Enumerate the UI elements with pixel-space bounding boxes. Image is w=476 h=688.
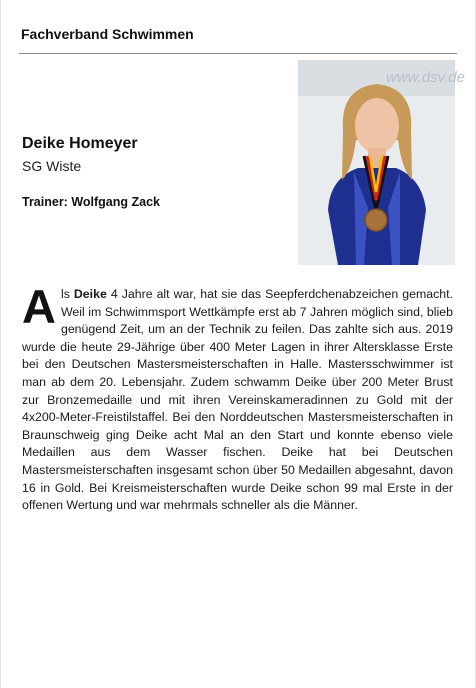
header-divider	[19, 53, 457, 54]
article-lead-name: Deike	[73, 287, 107, 301]
article-lead: ls	[60, 287, 74, 301]
athlete-trainer: Trainer: Wolfgang Zack	[22, 195, 160, 209]
section-header: Fachverband Schwimmen	[21, 26, 194, 42]
drop-cap: A	[22, 280, 56, 333]
athlete-photo-illustration	[298, 60, 465, 265]
photo-banner-text: www.dsv.de	[386, 69, 465, 86]
athlete-photo	[298, 60, 465, 265]
athlete-club: SG Wiste	[22, 158, 82, 174]
athlete-name: Deike Homeyer	[22, 135, 138, 152]
article-body: 4 Jahre alt war, hat sie das Seepferdchenabzeichen gemacht. Weil im Schwimmsport Wettkämpfe erst ab 7 Jahren möglich sind, blieb genügend Zeit, um an der Technik zu feilen. Das zahlte sich aus. 2019 wurde die heute 29-Jährige über 400 Meter Lagen in ihrer Altersklasse Erste bei den Deutschen Mastersmeisterschaften in Halle. Mastersschwimmer ist man ab dem 20. Lebensjahr. Zudem schwamm Deike über 200 Meter Brust zur Bronzemedaille und mit ihren Vereinskameradinnen zu Gold mit der 4x200-Meter-Freistilstaffel. Bei den Norddeutschen Mastersmeisterschaften in Braunschweig ging Deike acht Mal an den Start und konnte ebenso viele Medaillen aus dem Wasser fischen. Deike hat bei Deutschen Mastersmeisterschaften insgesamt schon über 50 Medaillen abgesahnt, davon 16 in Gold. Bei Kreismeisterschaften wurde Deike schon 99 mal Erste in der offenen Wertung und war mehrmals schneller als die Männer.	[22, 287, 453, 513]
article-text	[22, 280, 453, 515]
